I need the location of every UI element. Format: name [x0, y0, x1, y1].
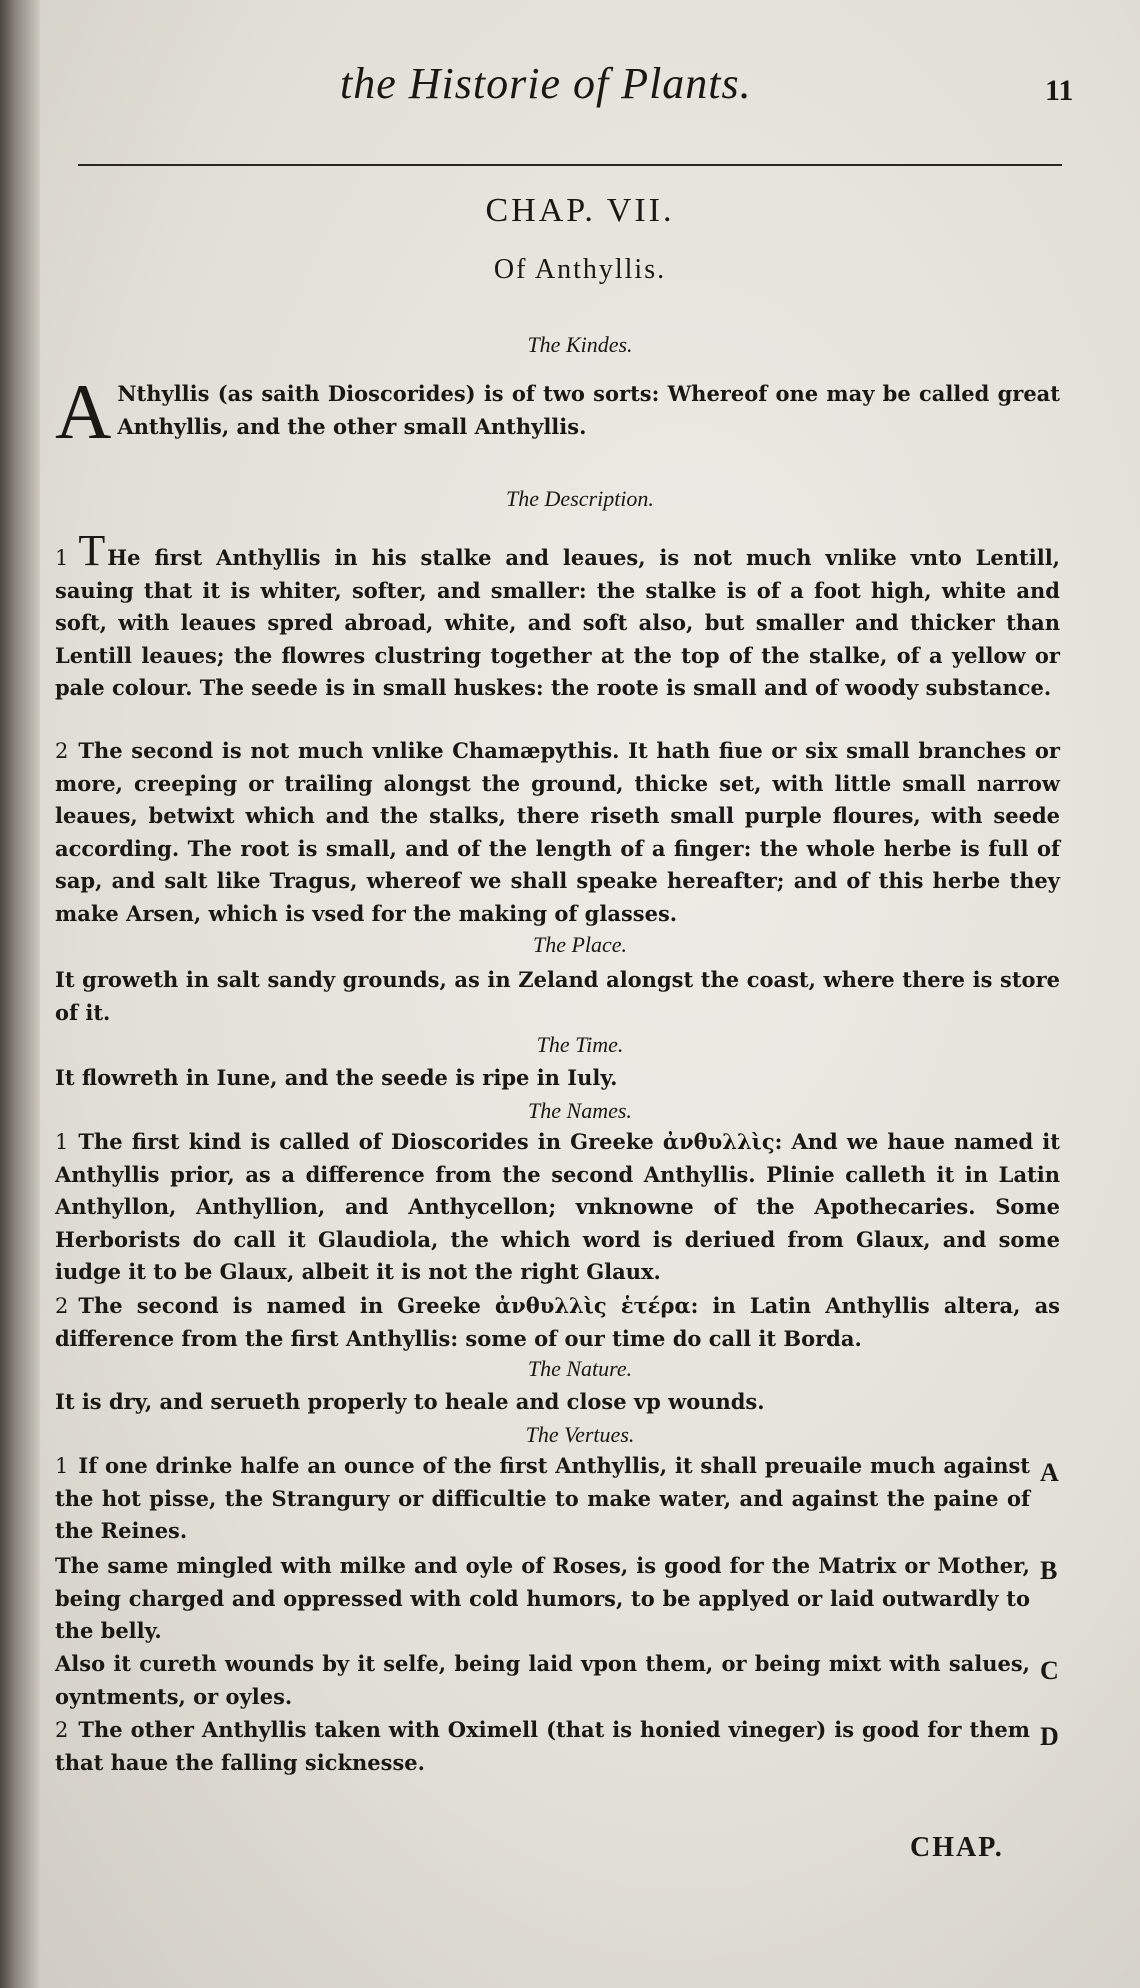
kindes-text: Nthyllis (as saith Dioscorides) is of two sorts: Whereof one may be called great Anthyllis, and the other small Anthyllis.: [117, 381, 1060, 439]
paragraph-number: 1: [55, 546, 69, 570]
time-text: It flowreth in Iune, and the seede is ripe in Iuly.: [55, 1065, 618, 1090]
description-paragraph-1: [55, 526, 1060, 705]
section-heading-place: The Place.: [532, 932, 628, 957]
time-paragraph: [55, 1062, 1060, 1095]
description-text-2: The second is not much vnlike Chamæpythis. It hath fiue or six small branches or more, creeping or trailing alongst the ground, thicke set, with little small narrow leaues, betwixt which and the stalks, there riseth small purple floures, with seede according. The root is small, and of the length of a finger: the whole herbe is full of sap, and salt like Tragus, whereof we shall speake hereafter; and of this herbe they make Arsen, which is vsed for the making of glasses.: [55, 738, 1060, 926]
paragraph-number: 2: [55, 739, 69, 763]
place-text: It groweth in salt sandy grounds, as in Zeland alongst the coast, where there is store of it.: [55, 967, 1060, 1025]
vertues-text-2: The same mingled with milke and oyle of Roses, is good for the Matrix or Mother, being charged and oppressed with cold humors, to be applyed or laid outwardly to the belly.: [55, 1553, 1030, 1643]
section-heading-nature: The Nature.: [527, 1356, 633, 1381]
names-paragraph-1: [55, 1126, 1060, 1289]
margin-letter-d: D: [1040, 1722, 1059, 1751]
vertues-paragraph-1: [55, 1450, 1030, 1548]
names-text-2: The second is named in Greeke ἀνθυλλὶς ἑτέρα: in Latin Anthyllis altera, as difference from the first Anthyllis: some of our time do call it Borda.: [55, 1293, 1060, 1351]
paragraph-number: 1: [55, 1454, 69, 1478]
vertues-text-3: Also it cureth wounds by it selfe, being laid vpon them, or being mixt with salues, oyntments, or oyles.: [55, 1651, 1030, 1709]
place-paragraph: [55, 964, 1060, 1029]
section-heading-time: The Time.: [536, 1032, 624, 1057]
catchword: CHAP.: [910, 1832, 1004, 1863]
paragraph-number: 1: [55, 1130, 69, 1154]
margin-letter-c: C: [1040, 1656, 1059, 1685]
nature-paragraph: [55, 1386, 1060, 1419]
dropcap: A: [55, 368, 112, 455]
names-text-1: The first kind is called of Dioscorides in Greeke ἀνθυλλὶς: And we haue named it Anthyllis prior, as a difference from the second Anthyllis. Plinie calleth it in Latin Anthyllon, Anthyllion, and Anthycellon; vnknowne of the Apothecaries. Some Herborists do call it Glaudiola, the which word is deriued from Glaux, and some iudge it to be Glaux, albeit it is not the right Glaux.: [55, 1129, 1060, 1284]
description-paragraph-2: [55, 735, 1060, 930]
vertues-text-4: The other Anthyllis taken with Oximell (that is honied vineger) is good for them that haue the falling sicknesse.: [55, 1717, 1030, 1775]
running-head: the Historie of Plants.: [340, 59, 752, 108]
section-heading-vertues: The Vertues.: [525, 1422, 635, 1447]
section-heading-names: The Names.: [528, 1098, 632, 1123]
vertues-text-1: If one drinke halfe an ounce of the first Anthyllis, it shall preuaile much against the hot pisse, the Strangury or difficultie to make water, and against the paine of the Reines.: [55, 1453, 1030, 1543]
header-rule: [78, 164, 1062, 166]
book-gutter: [0, 0, 40, 1988]
names-paragraph-2: [55, 1290, 1060, 1355]
vertues-paragraph-4: [55, 1714, 1030, 1779]
section-heading-description: The Description.: [506, 486, 654, 511]
margin-letter-b: B: [1040, 1556, 1058, 1585]
description-text-1: He first Anthyllis in his stalke and leaues, is not much vnlike vnto Lentill, sauing that it is whiter, softer, and smaller: the stalke is of a foot high, white and soft, with leaues spred abroad, white, and soft also, but smaller and thicker than Lentill leaues; the flowres clustring together at the top of the stalke, of a yellow or pale colour. The seede is in small huskes: the roote is small and of woody substance.: [55, 545, 1060, 700]
paragraph-number: 2: [55, 1718, 69, 1742]
kindes-paragraph: [55, 368, 1060, 455]
vertues-paragraph-2: [55, 1550, 1030, 1648]
paragraph-number: 2: [55, 1294, 69, 1318]
vertues-paragraph-3: [55, 1648, 1030, 1713]
chapter-subtitle: Of Anthyllis.: [493, 254, 667, 285]
section-heading-kindes: The Kindes.: [527, 332, 633, 357]
dropcap: T: [78, 526, 106, 575]
page-number: 11: [1045, 74, 1074, 107]
chapter-title: CHAP. VII.: [485, 192, 675, 229]
margin-letter-a: A: [1040, 1458, 1059, 1487]
nature-text: It is dry, and serueth properly to heale and close vp wounds.: [55, 1389, 765, 1414]
